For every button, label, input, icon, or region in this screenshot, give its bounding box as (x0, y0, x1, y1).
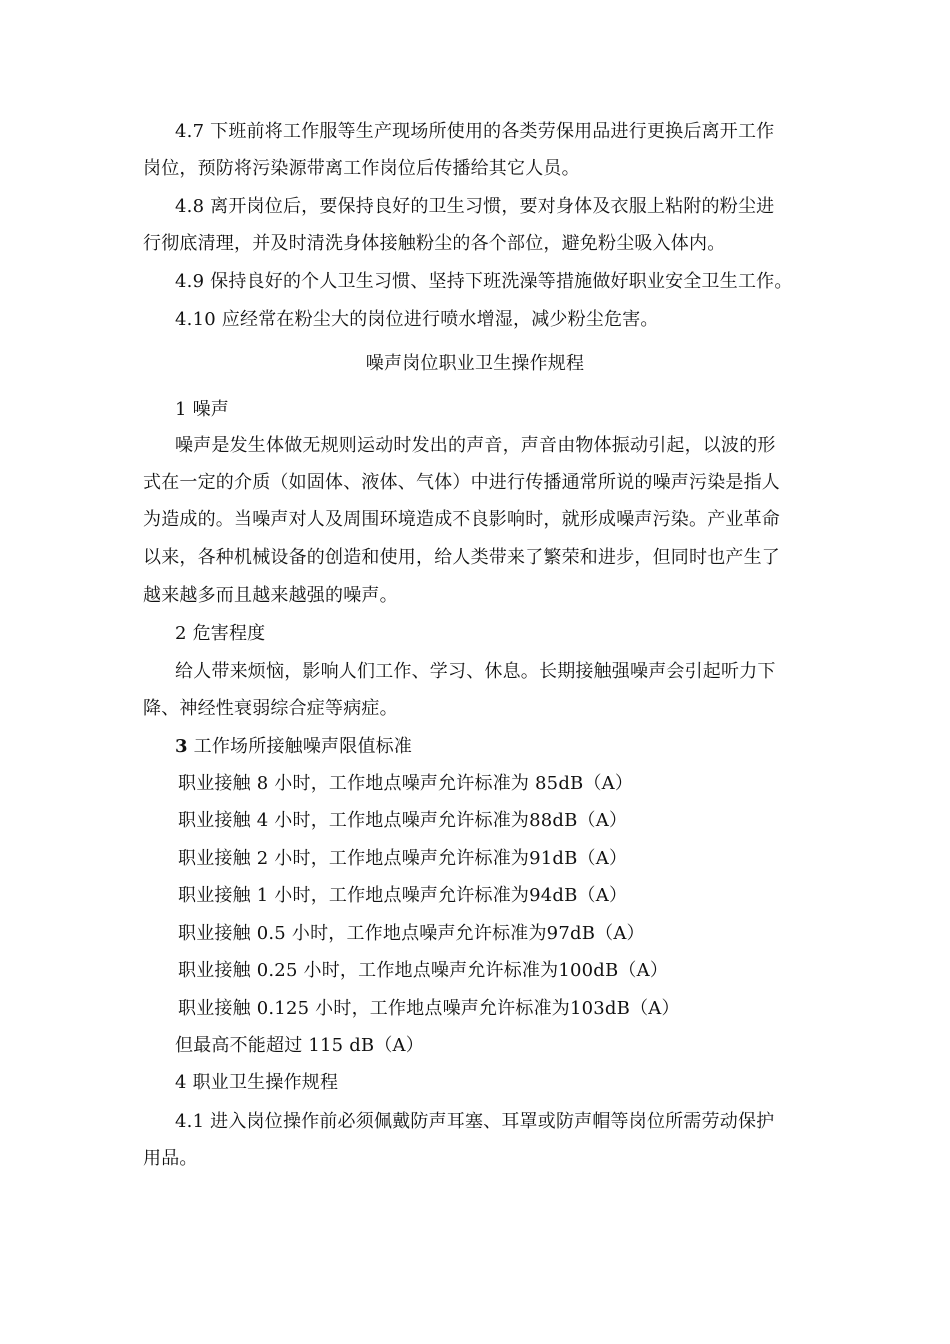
heading-2-harm: 2 危害程度 (175, 623, 266, 644)
heading-1-noise: 1 噪声 (175, 399, 229, 420)
paragraph-4-8-line-1: 4.8 离开岗位后，要保持良好的卫生习惯，要对身体及衣服上粘附的粉尘进 (175, 196, 775, 217)
noise-paragraph-line-1: 噪声是发生体做无规则运动时发出的声音，声音由物体振动引起，以波的形 (175, 435, 776, 456)
paragraph-4-1-line-2: 用品。 (143, 1148, 198, 1169)
noise-paragraph-line-3: 为造成的。当噪声对人及周围环境造成不良影响时，就形成噪声污染。产业革命 (143, 509, 780, 530)
limit-0-25h: 职业接触 0.25 小时，工作地点噪声允许标准为100dB（A） (178, 960, 669, 981)
limit-0-5h: 职业接触 0.5 小时，工作地点噪声允许标准为97dB（A） (178, 923, 645, 944)
limit-2h: 职业接触 2 小时，工作地点噪声允许标准为91dB（A） (178, 848, 628, 869)
paragraph-4-7-line-1: 4.7 下班前将工作服等生产现场所使用的各类劳保用品进行更换后离开工作 (175, 121, 775, 142)
paragraph-4-7-line-2: 岗位，预防将污染源带离工作岗位后传播给其它人员。 (143, 158, 580, 179)
max-limit: 但最高不能超过 115 dB（A） (175, 1035, 424, 1056)
heading-3-number: 3 (175, 736, 188, 757)
heading-4-procedures: 4 职业卫生操作规程 (175, 1072, 339, 1093)
heading-3-limits (175, 735, 412, 759)
limit-1h: 职业接触 1 小时，工作地点噪声允许标准为94dB（A） (178, 885, 628, 906)
limit-8h: 职业接触 8 小时，工作地点噪声允许标准为 85dB（A） (178, 773, 634, 794)
paragraph-4-9: 4.9 保持良好的个人卫生习惯、坚持下班洗澡等措施做好职业安全卫生工作。 (175, 271, 793, 292)
paragraph-4-8-line-2: 行彻底清理，并及时清洗身体接触粉尘的各个部位，避免粉尘吸入体内。 (143, 233, 726, 254)
noise-paragraph-line-2: 式在一定的介质（如固体、液体、气体）中进行传播通常所说的噪声污染是指人 (143, 472, 780, 493)
harm-paragraph-line-2: 降、神经性衰弱综合症等病症。 (143, 698, 398, 719)
section-title: 噪声岗位职业卫生操作规程 (365, 353, 585, 374)
paragraph-4-1-line-1: 4.1 进入岗位操作前必须佩戴防声耳塞、耳罩或防声帽等岗位所需劳动保护 (175, 1111, 775, 1132)
limit-0-125h: 职业接触 0.125 小时，工作地点噪声允许标准为103dB（A） (178, 998, 680, 1019)
heading-3-text: 工作场所接触噪声限值标准 (187, 736, 413, 757)
harm-paragraph-line-1: 给人带来烦恼，影响人们工作、学习、休息。长期接触强噪声会引起听力下 (175, 661, 776, 682)
paragraph-4-10: 4.10 应经常在粉尘大的岗位进行喷水增湿，减少粉尘危害。 (175, 309, 659, 330)
noise-paragraph-line-4: 以来，各种机械设备的创造和使用，给人类带来了繁荣和进步，但同时也产生了 (143, 547, 780, 568)
noise-paragraph-line-5: 越来越多而且越来越强的噪声。 (143, 585, 398, 606)
limit-4h: 职业接触 4 小时，工作地点噪声允许标准为88dB（A） (178, 810, 628, 831)
